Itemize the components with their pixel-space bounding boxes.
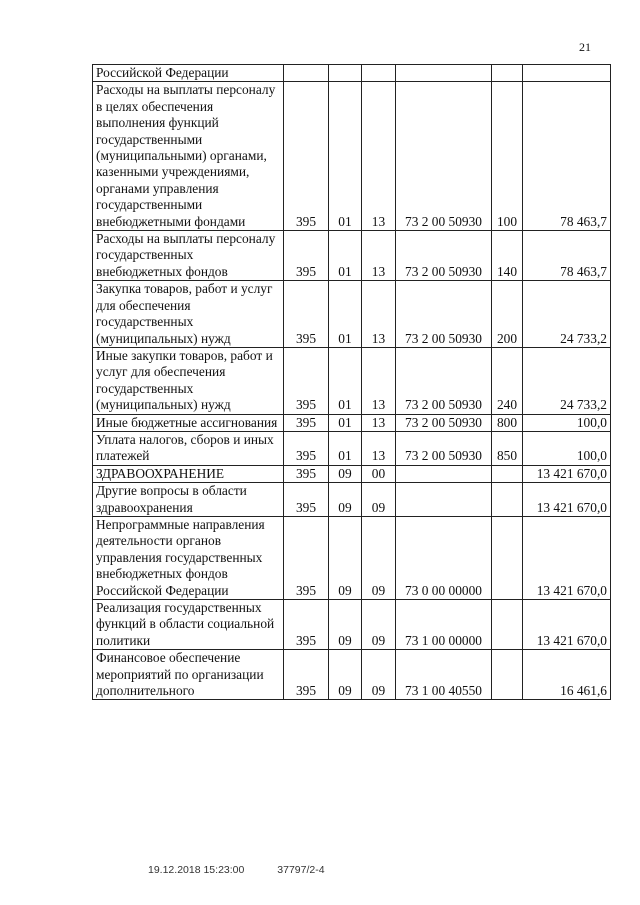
cell-expense-type: 100 — [492, 82, 523, 231]
cell-amount: 100,0 — [523, 431, 611, 465]
cell-name: Иные бюджетные ассигнования — [93, 414, 284, 431]
table-row — [93, 483, 611, 517]
cell-subsection-code: 13 — [362, 281, 396, 348]
cell-name: Финансовое обеспечение мероприятий по организации дополнительного — [93, 650, 284, 700]
cell-amount: 24 733,2 — [523, 347, 611, 414]
cell-section-code: 09 — [329, 600, 362, 650]
cell-name: ЗДРАВООХРАНЕНИЕ — [93, 465, 284, 482]
cell-subsection-code: 09 — [362, 516, 396, 599]
page-number: 21 — [579, 40, 591, 54]
cell-target-article: 73 2 00 50930 — [396, 431, 492, 465]
cell-expense-type: 800 — [492, 414, 523, 431]
cell-amount — [523, 65, 611, 82]
cell-amount: 13 421 670,0 — [523, 483, 611, 517]
cell-name: Расходы на выплаты персоналу государственных внебюджетных фондов — [93, 231, 284, 281]
cell-name: Расходы на выплаты персоналу в целях обеспечения выполнения функций государственными (муниципальными) органами, казенными учреждениями, органами управления государственными внебюджетными фондами — [93, 82, 284, 231]
cell-section-code: 01 — [329, 281, 362, 348]
cell-target-article — [396, 465, 492, 482]
footer-datetime: 19.12.2018 15:23:00 — [148, 864, 245, 876]
cell-target-article: 73 2 00 50930 — [396, 414, 492, 431]
cell-subsection-code: 00 — [362, 465, 396, 482]
cell-section-code — [329, 65, 362, 82]
table-row — [93, 465, 611, 482]
cell-name: Иные закупки товаров, работ и услуг для обеспечения государственных (муниципальных) нужд — [93, 347, 284, 414]
cell-amount: 78 463,7 — [523, 231, 611, 281]
cell-expense-type — [492, 600, 523, 650]
cell-amount: 100,0 — [523, 414, 611, 431]
cell-admin-code: 395 — [284, 650, 329, 700]
cell-target-article: 73 0 00 00000 — [396, 516, 492, 599]
cell-expense-type: 850 — [492, 431, 523, 465]
cell-subsection-code: 09 — [362, 650, 396, 700]
cell-expense-type — [492, 483, 523, 517]
cell-name: Реализация государственных функций в области социальной политики — [93, 600, 284, 650]
footer-stamp — [148, 864, 325, 876]
cell-section-code: 01 — [329, 414, 362, 431]
cell-name: Закупка товаров, работ и услуг для обеспечения государственных (муниципальных) нужд — [93, 281, 284, 348]
cell-section-code: 01 — [329, 231, 362, 281]
cell-admin-code: 395 — [284, 516, 329, 599]
table-row — [93, 650, 611, 700]
cell-target-article — [396, 65, 492, 82]
cell-amount: 24 733,2 — [523, 281, 611, 348]
cell-admin-code: 395 — [284, 414, 329, 431]
cell-target-article: 73 2 00 50930 — [396, 82, 492, 231]
cell-admin-code: 395 — [284, 431, 329, 465]
footer-doc-id: 37797/2-4 — [277, 864, 325, 876]
cell-section-code: 09 — [329, 650, 362, 700]
cell-amount: 78 463,7 — [523, 82, 611, 231]
cell-subsection-code: 13 — [362, 347, 396, 414]
cell-subsection-code: 13 — [362, 82, 396, 231]
cell-admin-code: 395 — [284, 281, 329, 348]
cell-admin-code — [284, 65, 329, 82]
table-row — [93, 82, 611, 231]
cell-expense-type — [492, 516, 523, 599]
cell-admin-code: 395 — [284, 231, 329, 281]
cell-section-code: 01 — [329, 82, 362, 231]
table-row — [93, 65, 611, 82]
cell-name: Российской Федерации — [93, 65, 284, 82]
cell-name: Уплата налогов, сборов и иных платежей — [93, 431, 284, 465]
cell-target-article: 73 2 00 50930 — [396, 347, 492, 414]
cell-expense-type: 140 — [492, 231, 523, 281]
cell-subsection-code: 13 — [362, 431, 396, 465]
cell-subsection-code — [362, 65, 396, 82]
cell-admin-code: 395 — [284, 483, 329, 517]
cell-target-article: 73 1 00 00000 — [396, 600, 492, 650]
cell-expense-type — [492, 465, 523, 482]
cell-subsection-code: 09 — [362, 600, 396, 650]
cell-name: Другие вопросы в области здравоохранения — [93, 483, 284, 517]
table-row — [93, 231, 611, 281]
cell-section-code: 09 — [329, 516, 362, 599]
cell-target-article: 73 2 00 50930 — [396, 281, 492, 348]
table-row — [93, 281, 611, 348]
table-row — [93, 516, 611, 599]
cell-expense-type — [492, 65, 523, 82]
cell-section-code: 01 — [329, 347, 362, 414]
cell-target-article: 73 1 00 40550 — [396, 650, 492, 700]
cell-subsection-code: 13 — [362, 231, 396, 281]
table-row — [93, 347, 611, 414]
cell-subsection-code: 13 — [362, 414, 396, 431]
table-row — [93, 600, 611, 650]
cell-subsection-code: 09 — [362, 483, 396, 517]
cell-amount: 13 421 670,0 — [523, 516, 611, 599]
budget-table-body — [93, 65, 611, 700]
cell-expense-type: 200 — [492, 281, 523, 348]
cell-target-article: 73 2 00 50930 — [396, 231, 492, 281]
cell-admin-code: 395 — [284, 82, 329, 231]
cell-amount: 13 421 670,0 — [523, 465, 611, 482]
cell-expense-type — [492, 650, 523, 700]
cell-section-code: 09 — [329, 483, 362, 517]
budget-table — [92, 64, 611, 700]
cell-admin-code: 395 — [284, 347, 329, 414]
table-row — [93, 431, 611, 465]
cell-section-code: 09 — [329, 465, 362, 482]
table-row — [93, 414, 611, 431]
cell-target-article — [396, 483, 492, 517]
cell-amount: 16 461,6 — [523, 650, 611, 700]
cell-name: Непрограммные направления деятельности органов управления государственных внебюджетных фондов Российской Федерации — [93, 516, 284, 599]
cell-admin-code: 395 — [284, 600, 329, 650]
cell-amount: 13 421 670,0 — [523, 600, 611, 650]
cell-section-code: 01 — [329, 431, 362, 465]
cell-admin-code: 395 — [284, 465, 329, 482]
cell-expense-type: 240 — [492, 347, 523, 414]
